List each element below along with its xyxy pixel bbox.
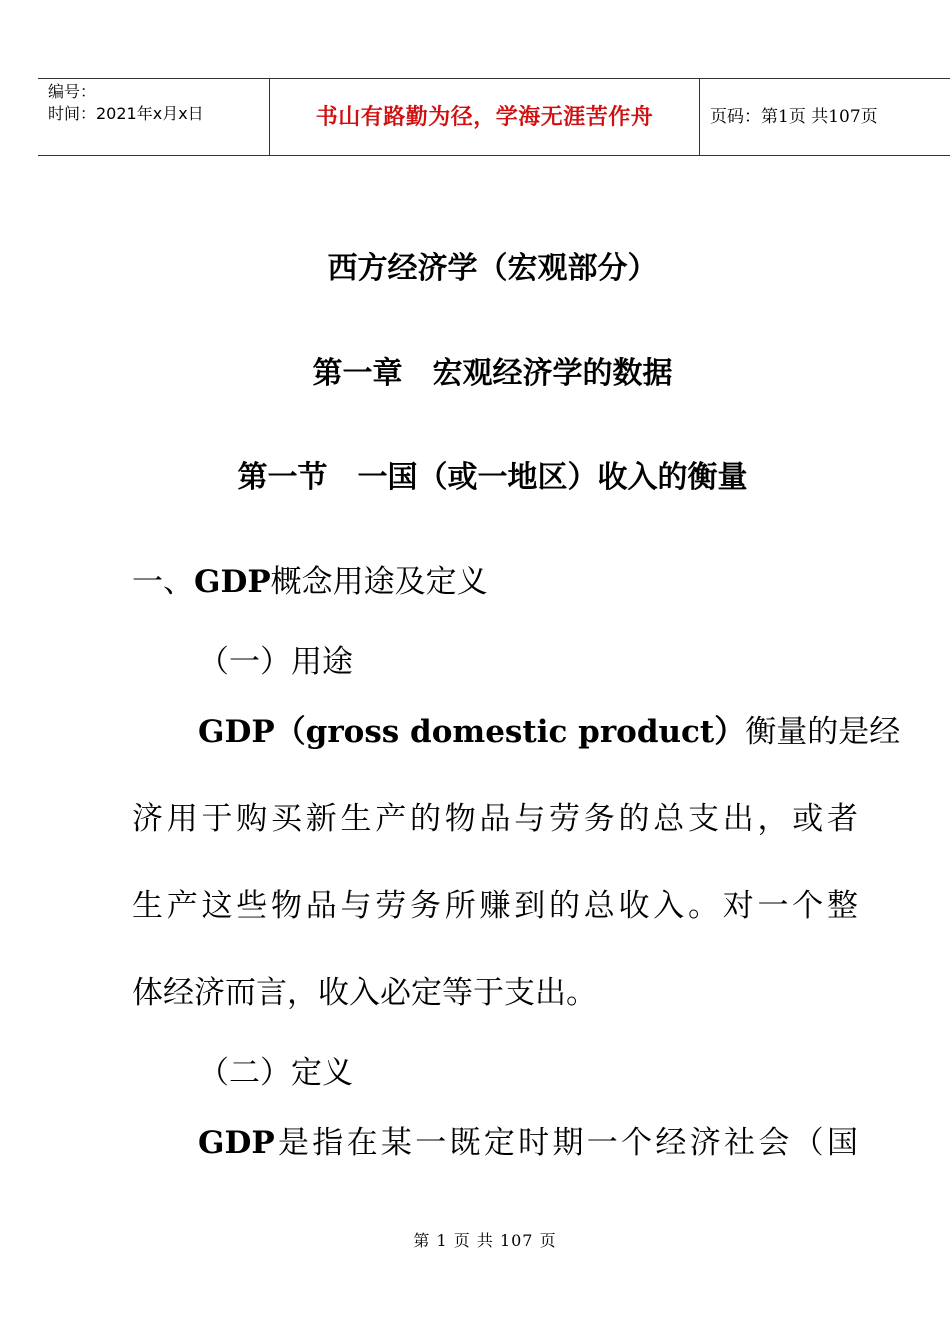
page-footer: 第 1 页 共 107 页	[413, 1231, 557, 1250]
heading-prefix: 一、	[132, 564, 194, 600]
paragraph-line: 济用于购买新生产的物品与劳务的总支出，或者	[132, 801, 858, 837]
paragraph-line: 生产这些物品与劳务所赚到的总收入。对一个整	[132, 888, 858, 924]
header-meta-cell	[38, 79, 270, 155]
document-header	[38, 78, 950, 156]
paragraph-line: 体经济而言，收入必定等于支出。	[132, 975, 597, 1011]
line-text: 是指在某一既定时期一个经济社会（国	[274, 1125, 858, 1161]
heading-gdp: GDP	[194, 564, 271, 600]
header-page-label: 页码：第1页 共107页	[710, 107, 878, 127]
header-motto: 书山有路勤为径，学海无涯苦作舟	[270, 79, 700, 155]
paragraph-definition	[132, 1100, 858, 1187]
paragraph-line	[132, 689, 901, 776]
paragraph-line	[132, 1100, 858, 1187]
gdp-term: GDP	[198, 1125, 275, 1161]
number-label: 编号：	[48, 82, 97, 101]
chapter-title: 第一章 宏观经济学的数据	[312, 356, 673, 391]
time-label: 时间：2021年x月x日	[48, 104, 204, 123]
book-title: 西方经济学（宏观部分）	[327, 251, 658, 286]
gdp-term: GDP（gross domestic product）	[198, 714, 746, 750]
subheading-usage: （一）用途	[198, 644, 353, 680]
section-title: 第一节 一国（或一地区）收入的衡量	[237, 460, 748, 495]
paragraph-usage	[132, 689, 901, 1037]
subheading-definition: （二）定义	[198, 1055, 353, 1091]
heading-rest: 概念用途及定义	[270, 564, 488, 600]
line-text: 衡量的是经	[745, 714, 901, 750]
heading-gdp-concept	[132, 556, 488, 601]
